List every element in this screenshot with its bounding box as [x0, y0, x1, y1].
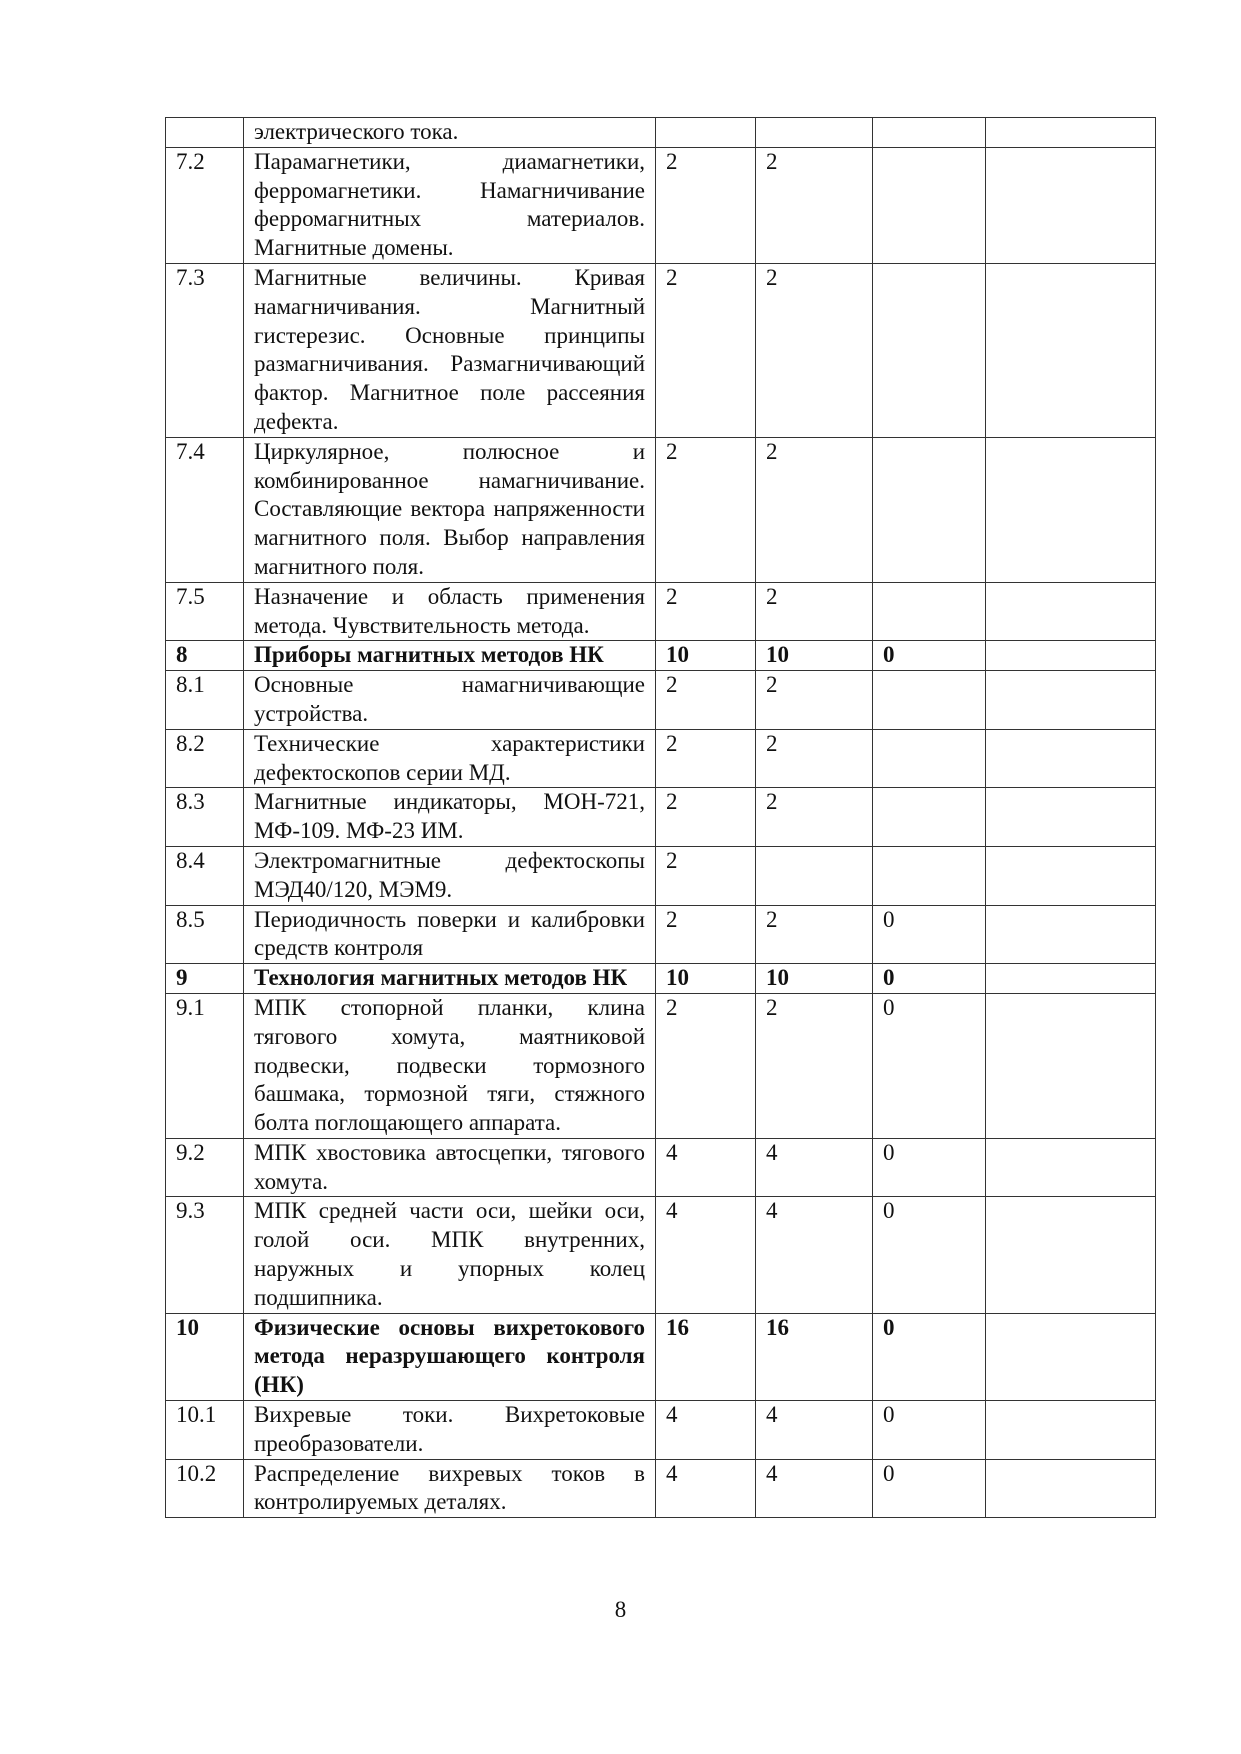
total-hours-cell: 2 [656, 582, 756, 641]
table-row [166, 437, 1156, 582]
practice-hours-cell [873, 118, 986, 148]
table-row [166, 1197, 1156, 1313]
row-number-cell: 8.2 [166, 729, 244, 788]
other-cell [986, 263, 1156, 437]
practice-hours-cell [873, 671, 986, 730]
practice-hours-cell: 0 [873, 905, 986, 964]
total-hours-cell: 10 [656, 964, 756, 994]
other-cell [986, 1138, 1156, 1197]
table-row [166, 1401, 1156, 1460]
total-hours-cell [656, 118, 756, 148]
lecture-hours-cell: 2 [756, 582, 873, 641]
table-row [166, 993, 1156, 1138]
topic-cell: Технические характеристики дефектоскопов серии МД. [244, 729, 656, 788]
practice-hours-cell [873, 263, 986, 437]
section-row [166, 1313, 1156, 1400]
lecture-hours-cell: 2 [756, 729, 873, 788]
topic-cell: Магнитные индикаторы, МОН-721, МФ-109. МФ-23 ИМ. [244, 788, 656, 847]
lecture-hours-cell: 2 [756, 905, 873, 964]
practice-hours-cell: 0 [873, 641, 986, 671]
other-cell [986, 1401, 1156, 1460]
practice-hours-cell: 0 [873, 1401, 986, 1460]
table-row [166, 1138, 1156, 1197]
row-number-cell: 10 [166, 1313, 244, 1400]
other-cell [986, 118, 1156, 148]
topic-cell: Вихревые токи. Вихретоковые преобразователи. [244, 1401, 656, 1460]
lecture-hours-cell: 2 [756, 147, 873, 263]
table-row [166, 729, 1156, 788]
row-number-cell: 8.5 [166, 905, 244, 964]
lecture-hours-cell: 2 [756, 671, 873, 730]
other-cell [986, 993, 1156, 1138]
total-hours-cell: 10 [656, 641, 756, 671]
practice-hours-cell [873, 437, 986, 582]
practice-hours-cell: 0 [873, 1459, 986, 1518]
total-hours-cell: 2 [656, 846, 756, 905]
other-cell [986, 1459, 1156, 1518]
practice-hours-cell: 0 [873, 964, 986, 994]
table-row [166, 263, 1156, 437]
page-number: 8 [614, 1597, 627, 1622]
lecture-hours-cell: 4 [756, 1401, 873, 1460]
topic-cell: Распределение вихревых токов в контролируемых деталях. [244, 1459, 656, 1518]
practice-hours-cell: 0 [873, 993, 986, 1138]
table-row [166, 118, 1156, 148]
lecture-hours-cell: 4 [756, 1197, 873, 1313]
topic-cell: МПК средней части оси, шейки оси, голой оси. МПК внутренних, наружных и упорных колец подшипника. [244, 1197, 656, 1313]
section-row [166, 964, 1156, 994]
table-row [166, 788, 1156, 847]
total-hours-cell: 2 [656, 437, 756, 582]
total-hours-cell: 2 [656, 993, 756, 1138]
lecture-hours-cell: 2 [756, 788, 873, 847]
practice-hours-cell: 0 [873, 1197, 986, 1313]
topic-cell: Циркулярное, полюсное и комбинированное намагничивание. Составляющие вектора напряженности магнитного поля. Выбор направления магнитного поля. [244, 437, 656, 582]
row-number-cell: 8.3 [166, 788, 244, 847]
total-hours-cell: 2 [656, 905, 756, 964]
practice-hours-cell [873, 582, 986, 641]
total-hours-cell: 2 [656, 671, 756, 730]
row-number-cell: 7.5 [166, 582, 244, 641]
topic-cell: Технология магнитных методов НК [244, 964, 656, 994]
lecture-hours-cell: 2 [756, 993, 873, 1138]
row-number-cell: 8.4 [166, 846, 244, 905]
total-hours-cell: 4 [656, 1197, 756, 1313]
lecture-hours-cell [756, 118, 873, 148]
table-row [166, 582, 1156, 641]
lecture-hours-cell [756, 846, 873, 905]
table-row [166, 147, 1156, 263]
section-row [166, 641, 1156, 671]
practice-hours-cell [873, 788, 986, 847]
lecture-hours-cell: 4 [756, 1459, 873, 1518]
table-row [166, 846, 1156, 905]
other-cell [986, 437, 1156, 582]
lecture-hours-cell: 2 [756, 263, 873, 437]
other-cell [986, 729, 1156, 788]
total-hours-cell: 2 [656, 729, 756, 788]
other-cell [986, 641, 1156, 671]
topic-cell: МПК хвостовика автосцепки, тягового хомута. [244, 1138, 656, 1197]
other-cell [986, 788, 1156, 847]
row-number-cell: 8.1 [166, 671, 244, 730]
lecture-hours-cell: 10 [756, 964, 873, 994]
topic-cell: МПК стопорной планки, клина тягового хомута, маятниковой подвески, подвески тормозного башмака, тормозной тяги, стяжного болта поглощающего аппарата. [244, 993, 656, 1138]
practice-hours-cell [873, 846, 986, 905]
row-number-cell: 10.1 [166, 1401, 244, 1460]
other-cell [986, 964, 1156, 994]
row-number-cell: 8 [166, 641, 244, 671]
row-number-cell: 9.1 [166, 993, 244, 1138]
other-cell [986, 147, 1156, 263]
practice-hours-cell [873, 729, 986, 788]
row-number-cell: 9 [166, 964, 244, 994]
row-number-cell: 7.3 [166, 263, 244, 437]
practice-hours-cell [873, 147, 986, 263]
topic-cell: Основные намагничивающие устройства. [244, 671, 656, 730]
topic-cell: Магнитные величины. Кривая намагничивания. Магнитный гистерезис. Основные принципы размагничивания. Размагничивающий фактор. Магнитное поле рассеяния дефекта. [244, 263, 656, 437]
table-row [166, 905, 1156, 964]
lecture-hours-cell: 2 [756, 437, 873, 582]
lecture-hours-cell: 10 [756, 641, 873, 671]
total-hours-cell: 2 [656, 263, 756, 437]
total-hours-cell: 16 [656, 1313, 756, 1400]
table-row [166, 671, 1156, 730]
total-hours-cell: 2 [656, 788, 756, 847]
topic-cell: Назначение и область применения метода. Чувствительность метода. [244, 582, 656, 641]
total-hours-cell: 4 [656, 1401, 756, 1460]
practice-hours-cell: 0 [873, 1138, 986, 1197]
other-cell [986, 846, 1156, 905]
curriculum-table [165, 117, 1156, 1518]
topic-cell: Периодичность поверки и калибровки средств контроля [244, 905, 656, 964]
other-cell [986, 671, 1156, 730]
table-row [166, 1459, 1156, 1518]
other-cell [986, 582, 1156, 641]
topic-cell: Приборы магнитных методов НК [244, 641, 656, 671]
curriculum-table-body [166, 118, 1156, 1518]
row-number-cell [166, 118, 244, 148]
other-cell [986, 1197, 1156, 1313]
other-cell [986, 905, 1156, 964]
topic-cell: Электромагнитные дефектоскопы МЭД40/120, МЭМ9. [244, 846, 656, 905]
practice-hours-cell: 0 [873, 1313, 986, 1400]
lecture-hours-cell: 16 [756, 1313, 873, 1400]
lecture-hours-cell: 4 [756, 1138, 873, 1197]
total-hours-cell: 4 [656, 1459, 756, 1518]
row-number-cell: 7.2 [166, 147, 244, 263]
row-number-cell: 10.2 [166, 1459, 244, 1518]
topic-cell: Физические основы вихретокового метода неразрушающего контроля (НК) [244, 1313, 656, 1400]
total-hours-cell: 2 [656, 147, 756, 263]
row-number-cell: 7.4 [166, 437, 244, 582]
row-number-cell: 9.3 [166, 1197, 244, 1313]
row-number-cell: 9.2 [166, 1138, 244, 1197]
total-hours-cell: 4 [656, 1138, 756, 1197]
other-cell [986, 1313, 1156, 1400]
topic-cell: Парамагнетики, диамагнетики, ферромагнетики. Намагничивание ферромагнитных материалов. Магнитные домены. [244, 147, 656, 263]
topic-cell: электрического тока. [244, 118, 656, 148]
